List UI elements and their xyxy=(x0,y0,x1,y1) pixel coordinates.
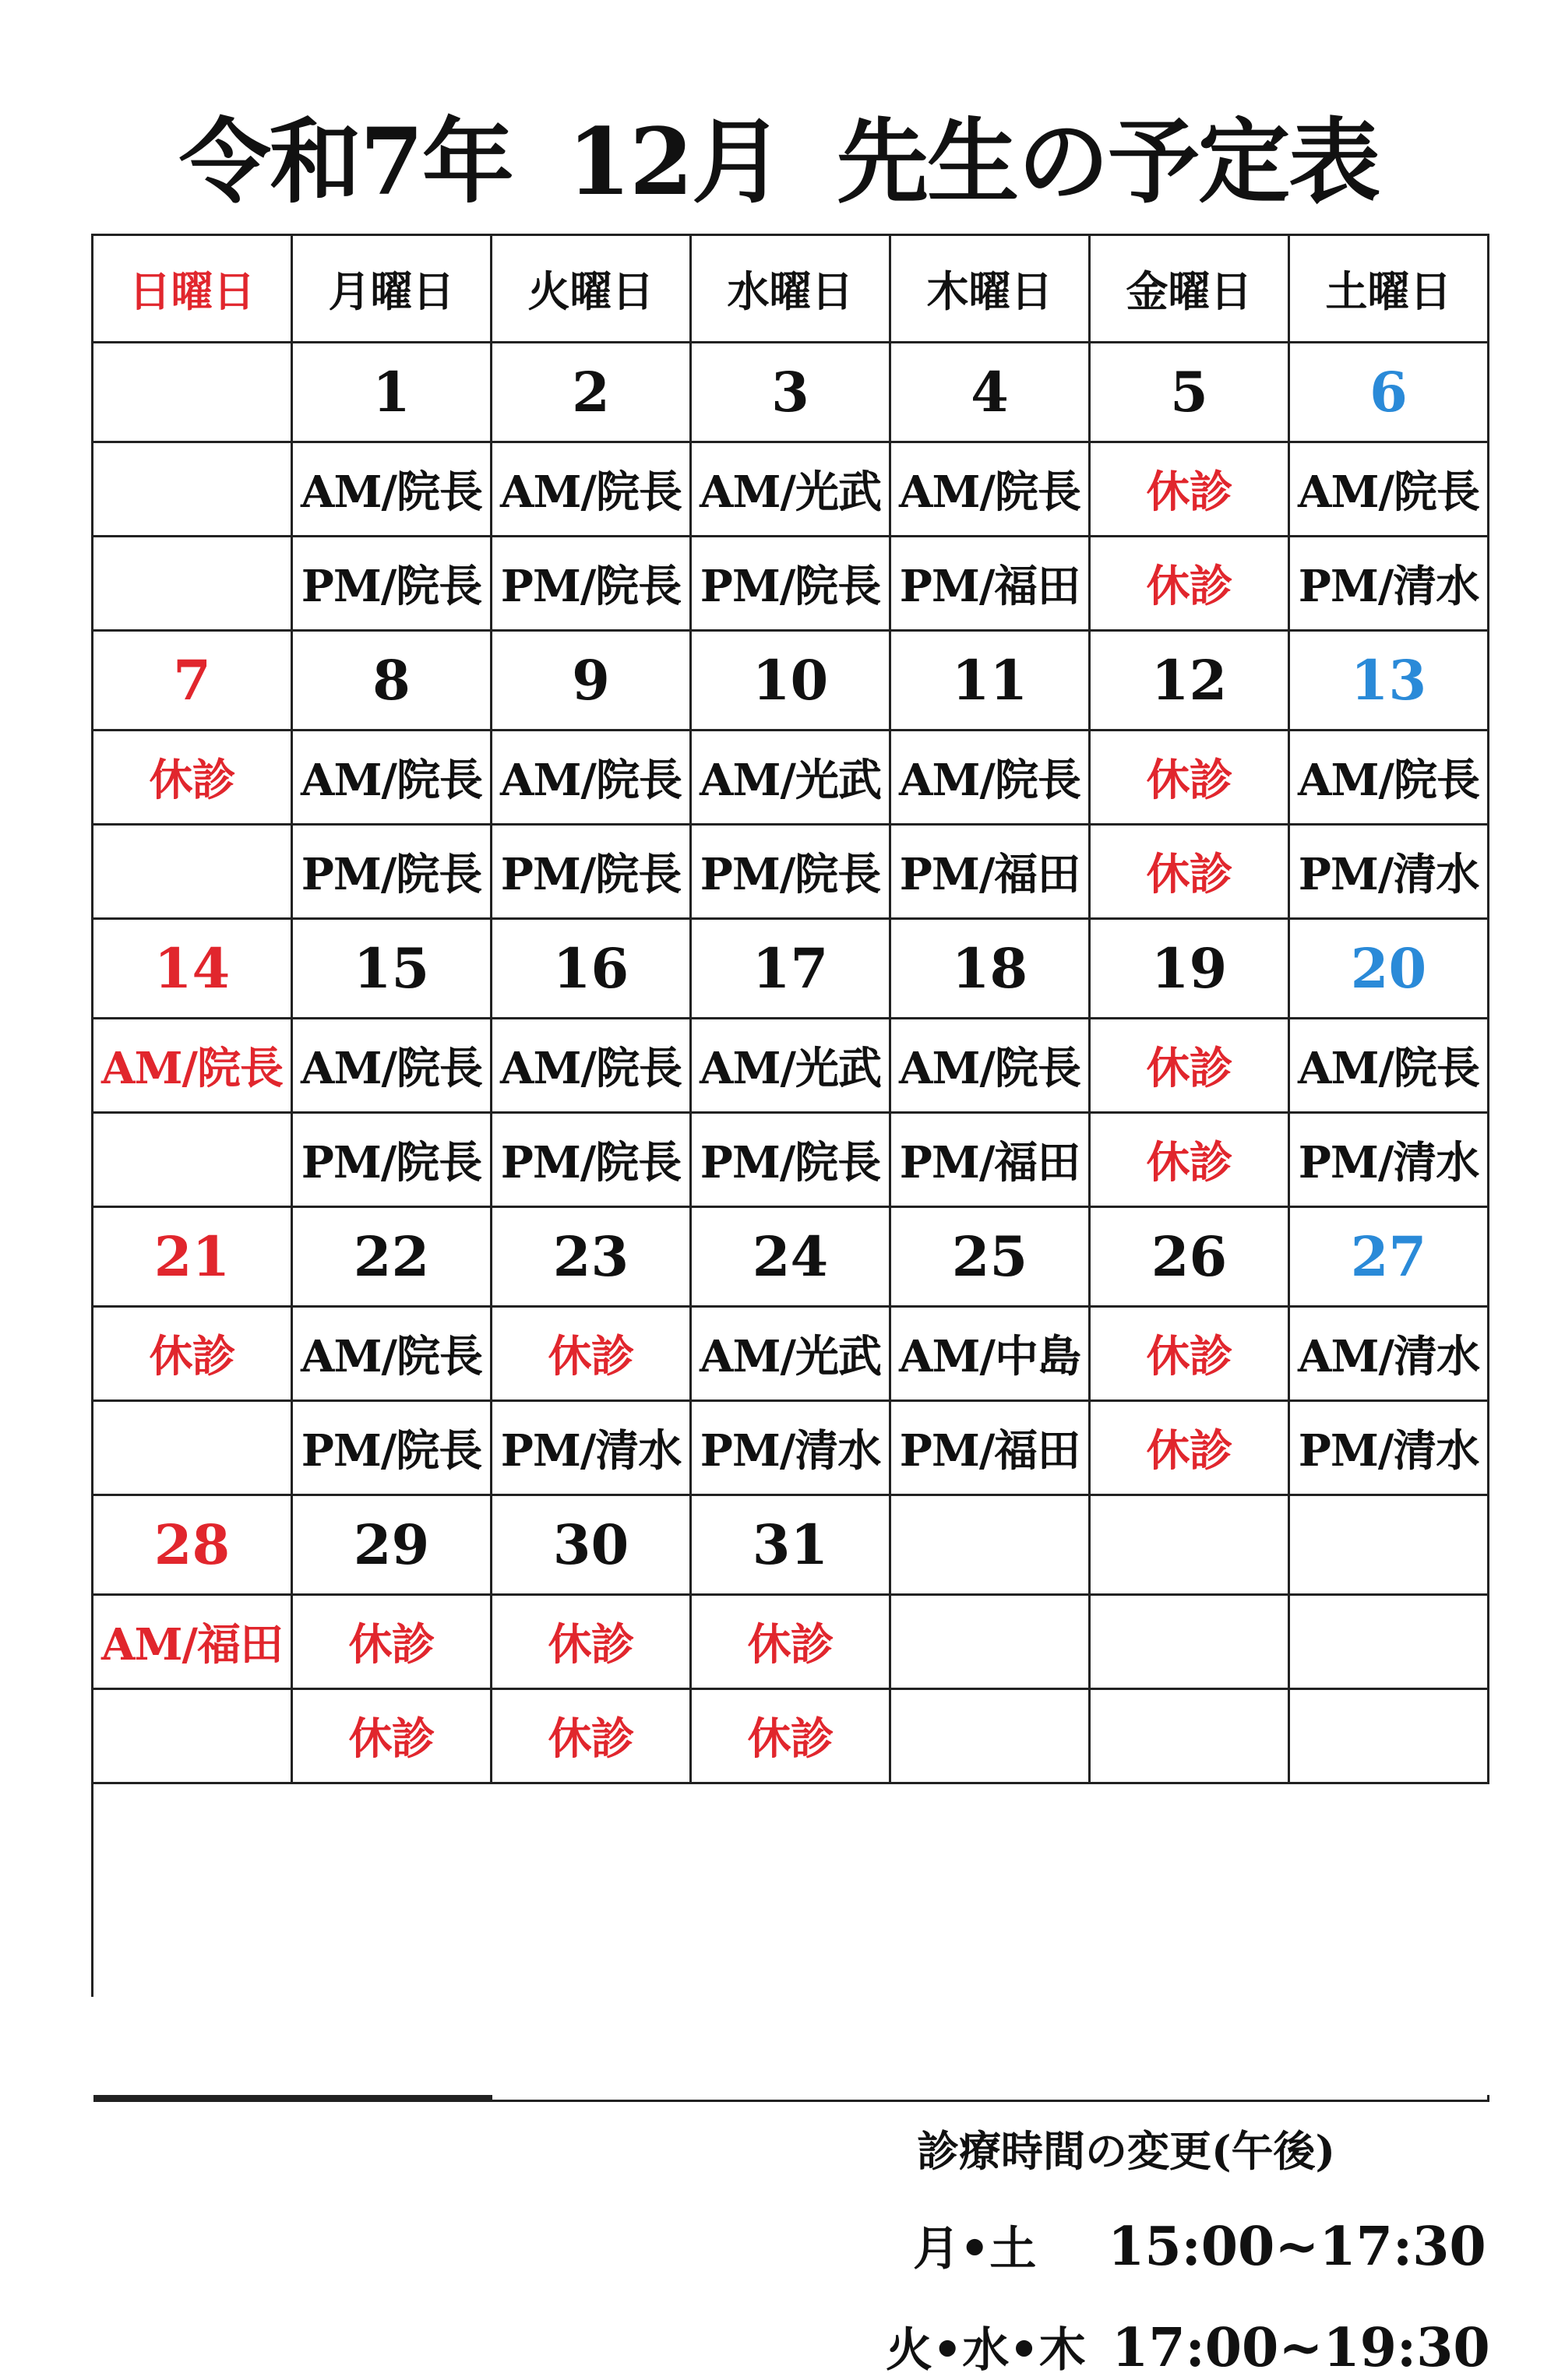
date-cell: 17 xyxy=(692,920,891,1019)
schedule-pm-cell: PM/院長 xyxy=(492,826,692,920)
date-cell: 7 xyxy=(93,632,293,731)
schedule-pm-cell: PM/清水 xyxy=(1290,537,1489,632)
weekday-header: 木曜日 xyxy=(891,236,1091,343)
date-cell: 9 xyxy=(492,632,692,731)
date-cell: 20 xyxy=(1290,920,1489,1019)
schedule-am-cell: AM/院長 xyxy=(891,1019,1091,1114)
schedule-am-cell: AM/院長 xyxy=(293,731,492,826)
schedule-pm-cell: PM/清水 xyxy=(1290,826,1489,920)
schedule-am-cell: AM/光武 xyxy=(692,1308,891,1402)
schedule-am-cell xyxy=(1290,1596,1489,1690)
date-cell: 27 xyxy=(1290,1208,1489,1308)
date-cell: 14 xyxy=(93,920,293,1019)
schedule-am-cell: AM/院長 xyxy=(891,443,1091,537)
date-cell: 11 xyxy=(891,632,1091,731)
schedule-pm-cell: PM/院長 xyxy=(692,537,891,632)
schedule-am-cell: AM/院長 xyxy=(1290,731,1489,826)
title-month: 12月 xyxy=(566,107,783,216)
date-cell: 25 xyxy=(891,1208,1091,1308)
title-era: 令和7年 xyxy=(178,107,513,216)
date-cell: 8 xyxy=(293,632,492,731)
date-cell xyxy=(1091,1496,1290,1596)
schedule-pm-cell: PM/院長 xyxy=(293,537,492,632)
schedule-am-cell: AM/院長 xyxy=(492,731,692,826)
schedule-am-cell: AM/院長 xyxy=(293,1308,492,1402)
weekday-header: 月曜日 xyxy=(293,236,492,343)
date-cell: 26 xyxy=(1091,1208,1290,1308)
schedule-pm-cell: PM/院長 xyxy=(692,826,891,920)
date-cell: 2 xyxy=(492,343,692,443)
schedule-pm-cell: PM/院長 xyxy=(293,826,492,920)
schedule-pm-cell: 休診 xyxy=(1091,1402,1290,1496)
date-cell: 29 xyxy=(293,1496,492,1596)
schedule-pm-cell: 休診 xyxy=(1091,537,1290,632)
schedule-pm-cell: 休診 xyxy=(1091,1114,1290,1208)
schedule-pm-cell: PM/福田 xyxy=(891,1114,1091,1208)
notes-row xyxy=(913,2212,1486,2279)
date-cell xyxy=(1290,1496,1489,1596)
notes-days: 月•土 xyxy=(913,2222,1037,2276)
date-cell: 1 xyxy=(293,343,492,443)
schedule-am-cell: AM/光武 xyxy=(692,1019,891,1114)
schedule-am-cell: 休診 xyxy=(1091,1019,1290,1114)
date-cell: 24 xyxy=(692,1208,891,1308)
date-cell: 19 xyxy=(1091,920,1290,1019)
schedule-pm-cell xyxy=(1290,1690,1489,1784)
schedule-pm-cell: PM/院長 xyxy=(492,537,692,632)
schedule-am-cell: AM/院長 xyxy=(891,731,1091,826)
schedule-pm-cell xyxy=(93,1402,293,1496)
date-cell: 21 xyxy=(93,1208,293,1308)
notes-row xyxy=(886,2313,1490,2380)
notes-time: 15:00~17:30 xyxy=(1108,2216,1486,2278)
weekday-header: 火曜日 xyxy=(492,236,692,343)
schedule-pm-cell: 休診 xyxy=(492,1690,692,1784)
schedule-am-cell: 休診 xyxy=(1091,1308,1290,1402)
schedule-am-cell xyxy=(891,1596,1091,1690)
date-cell: 18 xyxy=(891,920,1091,1019)
schedule-am-cell: 休診 xyxy=(1091,443,1290,537)
schedule-am-cell: AM/福田 xyxy=(93,1596,293,1690)
weekday-header: 土曜日 xyxy=(1290,236,1489,343)
weekday-header: 金曜日 xyxy=(1091,236,1290,343)
schedule-am-cell: 休診 xyxy=(93,1308,293,1402)
schedule-calendar xyxy=(91,234,1490,2379)
schedule-pm-cell: PM/清水 xyxy=(492,1402,692,1496)
schedule-pm-cell xyxy=(891,1690,1091,1784)
schedule-pm-cell xyxy=(93,537,293,632)
schedule-am-cell: 休診 xyxy=(492,1308,692,1402)
schedule-am-cell xyxy=(1091,1596,1290,1690)
date-cell: 13 xyxy=(1290,632,1489,731)
schedule-am-cell: 休診 xyxy=(293,1596,492,1690)
schedule-pm-cell: PM/院長 xyxy=(492,1114,692,1208)
notes-days: 火•水•木 xyxy=(886,2323,1086,2378)
schedule-pm-cell: 休診 xyxy=(1091,826,1290,920)
notes-title: 診療時間の変更(午後) xyxy=(917,2126,1336,2176)
date-cell xyxy=(93,343,293,443)
schedule-pm-cell xyxy=(93,1114,293,1208)
schedule-pm-cell: PM/院長 xyxy=(692,1114,891,1208)
schedule-pm-cell: PM/清水 xyxy=(1290,1114,1489,1208)
schedule-am-cell: 休診 xyxy=(692,1596,891,1690)
schedule-pm-cell: PM/院長 xyxy=(293,1114,492,1208)
schedule-pm-cell xyxy=(1091,1690,1290,1784)
date-cell: 23 xyxy=(492,1208,692,1308)
schedule-am-cell: 休診 xyxy=(492,1596,692,1690)
date-cell: 22 xyxy=(293,1208,492,1308)
empty-cell xyxy=(93,2100,293,2102)
schedule-pm-cell: PM/福田 xyxy=(891,537,1091,632)
schedule-am-cell: AM/院長 xyxy=(1290,1019,1489,1114)
schedule-am-cell: AM/院長 xyxy=(293,1019,492,1114)
date-cell: 4 xyxy=(891,343,1091,443)
date-cell: 3 xyxy=(692,343,891,443)
date-cell: 31 xyxy=(692,1496,891,1596)
schedule-am-cell: AM/院長 xyxy=(492,1019,692,1114)
schedule-pm-cell: PM/福田 xyxy=(891,826,1091,920)
schedule-pm-cell: PM/福田 xyxy=(891,1402,1091,1496)
schedule-am-cell: 休診 xyxy=(93,731,293,826)
date-cell: 10 xyxy=(692,632,891,731)
empty-cell xyxy=(293,2100,492,2102)
date-cell: 15 xyxy=(293,920,492,1019)
date-cell xyxy=(891,1496,1091,1596)
schedule-am-cell: AM/院長 xyxy=(293,443,492,537)
date-cell: 5 xyxy=(1091,343,1290,443)
date-cell: 30 xyxy=(492,1496,692,1596)
notes-time: 17:00~19:30 xyxy=(1112,2317,1490,2379)
date-cell: 28 xyxy=(93,1496,293,1596)
schedule-pm-cell: 休診 xyxy=(293,1690,492,1784)
schedule-pm-cell: PM/清水 xyxy=(1290,1402,1489,1496)
date-cell: 12 xyxy=(1091,632,1290,731)
title-subject: 先生の予定表 xyxy=(837,107,1380,216)
schedule-pm-cell: PM/清水 xyxy=(692,1402,891,1496)
hours-change-notes xyxy=(492,2095,1490,2379)
weekday-header: 水曜日 xyxy=(692,236,891,343)
schedule-am-cell: AM/院長 xyxy=(1290,443,1489,537)
schedule-am-cell: AM/中島 xyxy=(891,1308,1091,1402)
schedule-pm-cell: PM/院長 xyxy=(293,1402,492,1496)
page-title xyxy=(0,92,1558,217)
weekday-header: 日曜日 xyxy=(93,236,293,343)
schedule-pm-cell xyxy=(93,1690,293,1784)
date-cell: 16 xyxy=(492,920,692,1019)
schedule-am-cell: 休診 xyxy=(1091,731,1290,826)
schedule-pm-cell xyxy=(93,826,293,920)
schedule-am-cell: AM/院長 xyxy=(492,443,692,537)
schedule-am-cell: AM/清水 xyxy=(1290,1308,1489,1402)
schedule-am-cell: AM/光武 xyxy=(692,443,891,537)
schedule-am-cell: AM/光武 xyxy=(692,731,891,826)
schedule-am-cell: AM/院長 xyxy=(93,1019,293,1114)
schedule-pm-cell: 休診 xyxy=(692,1690,891,1784)
schedule-am-cell xyxy=(93,443,293,537)
date-cell: 6 xyxy=(1290,343,1489,443)
